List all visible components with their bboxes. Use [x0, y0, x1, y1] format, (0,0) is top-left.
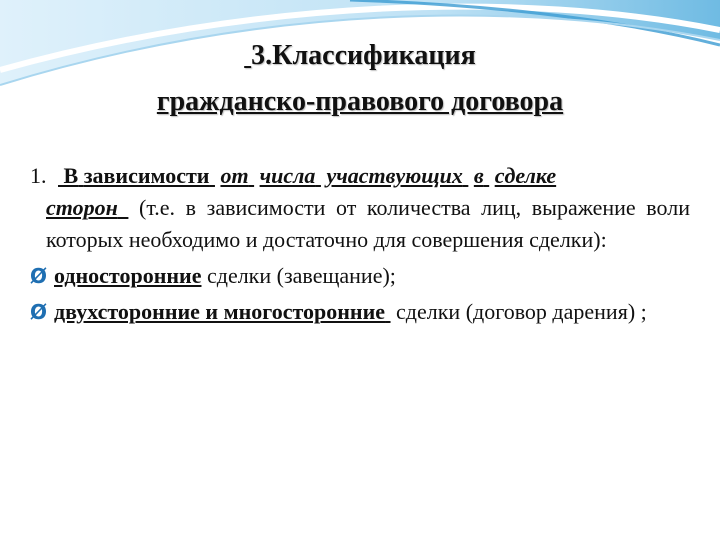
item1-word-4: числа [259, 163, 316, 188]
bullet-1-text: сделки (завещание); [201, 263, 396, 288]
title-line-2-text: гражданско-правового договора [156, 86, 564, 117]
list-item-number: 1. [30, 163, 47, 188]
item1-word-6: в [473, 163, 484, 188]
item1-word-3: от [220, 163, 249, 188]
arrow-check-bullet-icon: Ø [30, 264, 48, 288]
list-item-1 [30, 160, 690, 256]
item1-word-5: участвующих [326, 163, 463, 188]
item1-word-8: сторон [46, 195, 118, 220]
bullet-item-1 [30, 260, 690, 292]
bullet-1-term: односторонние [54, 263, 202, 288]
bullet-2-text: сделки (договор дарения) ; [390, 299, 647, 324]
slide-title-line-1 [0, 40, 720, 72]
arrow-check-bullet-icon: Ø [30, 300, 48, 324]
slide-body [30, 160, 690, 328]
bullet-2-term: двухсторонние и многосторонние [54, 299, 386, 324]
item1-rest-text: (т.е. в зависимости от количества лиц, выражение воли которых необходимо и достаточно для совершения сделки): [46, 195, 690, 252]
slide-title-line-2 [0, 86, 720, 118]
item1-word-2: зависимости [83, 163, 210, 188]
title-line-1-text: 3.Классификация [251, 40, 476, 71]
item1-word-7: сделке [494, 163, 557, 188]
bullet-item-2 [30, 296, 690, 328]
item1-word-1: В [63, 163, 79, 188]
